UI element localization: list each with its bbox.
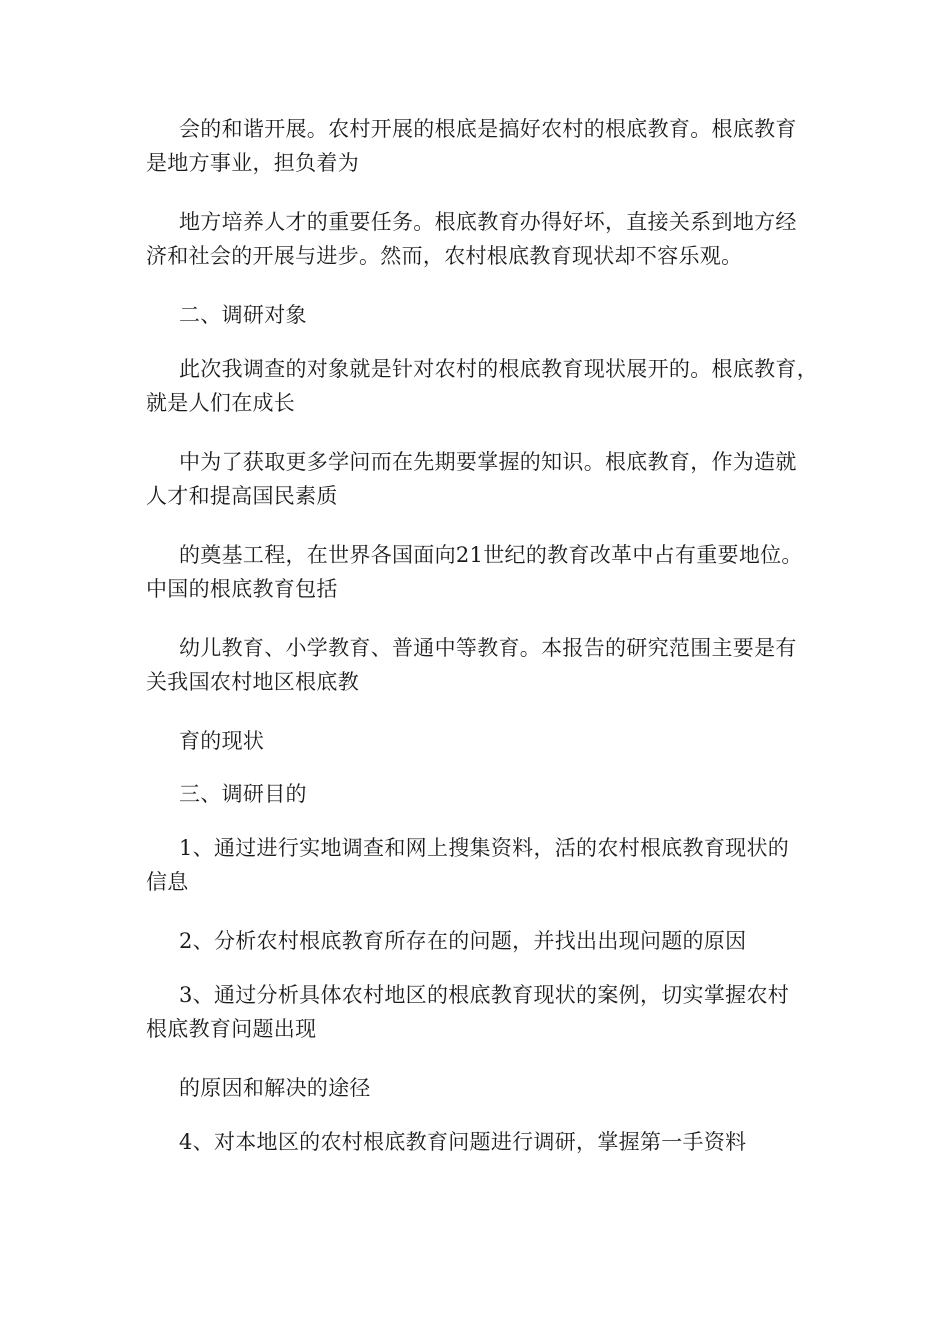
paragraph-line: 此次我调查的对象就是针对农村的根底教育现状展开的。根底教育， xyxy=(179,357,818,381)
paragraph-line: 1、通过进行实地调查和网上搜集资料，活的农村根底教育现状的 xyxy=(179,836,790,860)
section-heading-research-purpose xyxy=(146,777,816,811)
paragraph-7 xyxy=(146,631,816,699)
paragraph-4 xyxy=(146,352,816,420)
paragraph-line: 关我国农村地区根底教 xyxy=(146,670,359,694)
paragraph-line: 根底教育问题出现 xyxy=(146,1017,317,1041)
list-item-2 xyxy=(146,924,816,958)
paragraph-13 xyxy=(146,1071,816,1105)
paragraph-line: 中为了获取更多学问而在先期要掌握的知识。根底教育，作为造就 xyxy=(179,450,797,474)
paragraph-5 xyxy=(146,445,816,513)
paragraph-line: 信息 xyxy=(146,870,189,894)
paragraph-line: 就是人们在成长 xyxy=(146,391,296,415)
paragraph-line: 的奠基工程，在世界各国面向21世纪的教育改革中占有重要地位。 xyxy=(179,543,803,567)
paragraph-line: 地方培养人才的重要任务。根底教育办得好坏，直接关系到地方经 xyxy=(179,210,797,234)
paragraph-line: 人才和提高国民素质 xyxy=(146,484,338,508)
section-heading-research-subject xyxy=(146,298,816,332)
paragraph-line: 育的现状 xyxy=(179,729,265,753)
section-heading-text: 三、调研目的 xyxy=(179,782,307,806)
paragraph-line: 4、对本地区的农村根底教育问题进行调研，掌握第一手资料 xyxy=(179,1130,747,1154)
paragraph-line: 济和社会的开展与进步。然而，农村根底教育现状却不容乐观。 xyxy=(146,244,743,268)
paragraph-line: 中国的根底教育包括 xyxy=(146,577,338,601)
paragraph-line: 会的和谐开展。农村开展的根底是搞好农村的根底教育。根底教育 xyxy=(179,117,797,141)
paragraph-line: 3、通过分析具体农村地区的根底教育现状的案例，切实掌握农村 xyxy=(179,983,790,1007)
paragraph-6 xyxy=(146,538,816,606)
paragraph-line: 2、分析农村根底教育所存在的问题，并找出出现问题的原因 xyxy=(179,929,747,953)
paragraph-8 xyxy=(146,724,816,758)
list-item-4 xyxy=(146,1125,816,1159)
section-heading-text: 二、调研对象 xyxy=(179,303,307,327)
paragraph-line: 是地方事业，担负着为 xyxy=(146,151,359,175)
list-item-3 xyxy=(146,978,816,1046)
paragraph-1 xyxy=(146,112,816,180)
paragraph-2 xyxy=(146,205,816,273)
paragraph-line: 的原因和解决的途径 xyxy=(179,1076,371,1100)
list-item-1 xyxy=(146,831,816,899)
paragraph-line: 幼儿教育、小学教育、普通中等教育。本报告的研究范围主要是有 xyxy=(179,636,797,660)
